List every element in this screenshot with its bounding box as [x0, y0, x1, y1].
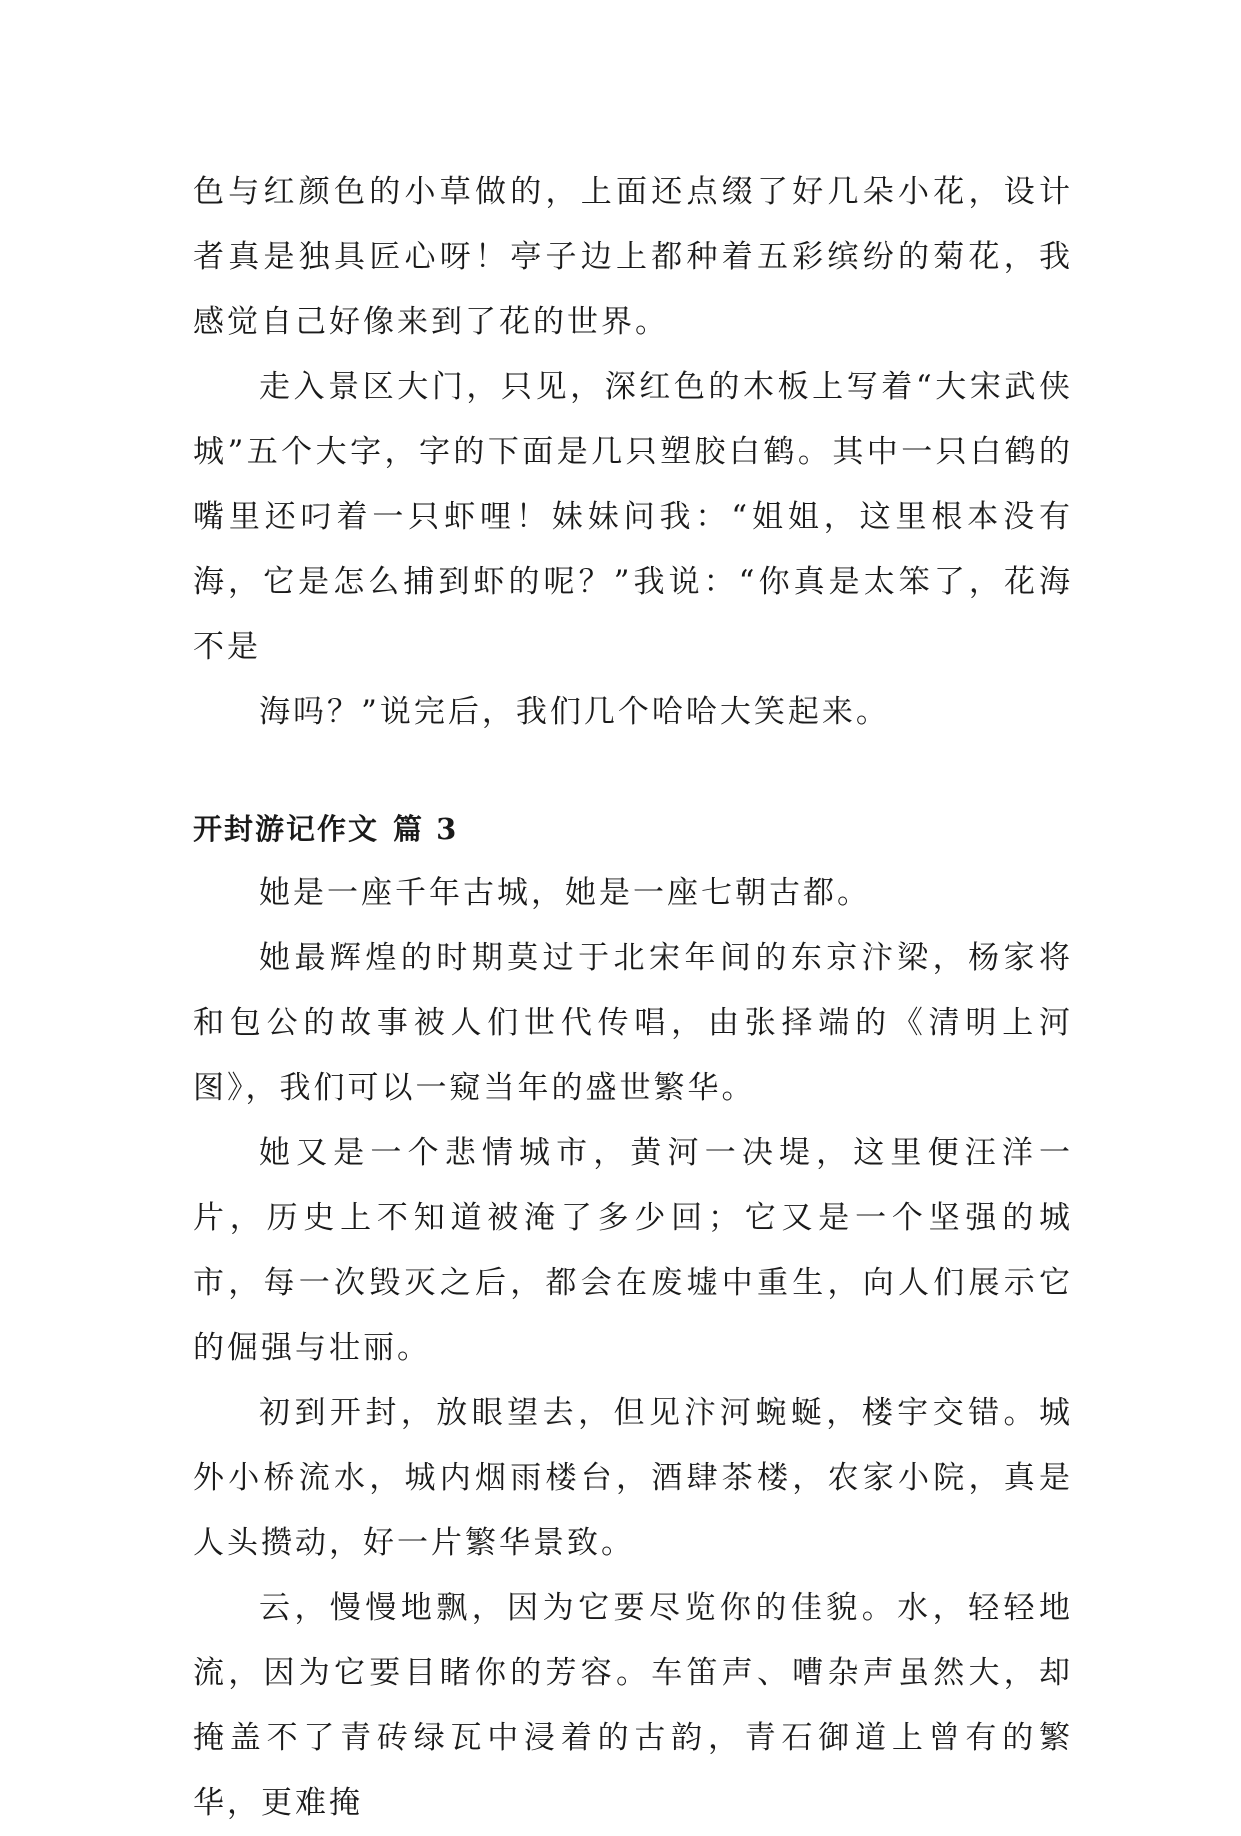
paragraph: 她又是一个悲情城市，黄河一决堤，这里便汪洋一片，历史上不知道被淹了多少回；它又是一个坚强的城市，每一次毁灭之后，都会在废墟中重生，向人们展示它的倔强与壮丽。 [193, 1135, 1073, 1366]
paragraph: 色与红颜色的小草做的，上面还点缀了好几朵小花，设计者真是独具匠心呀！亭子边上都种着五彩缤纷的菊花，我感觉自己好像来到了花的世界。 [193, 174, 1073, 340]
essay-title: 开封游记作文 [193, 812, 380, 846]
paragraph: 云，慢慢地飘，因为它要尽览你的佳貌。水，轻轻地流，因为它要目睹你的芳容。车笛声、嘈杂声虽然大，却掩盖不了青砖绿瓦中浸着的古韵，青石御道上曾有的繁华，更难掩 [193, 1590, 1073, 1821]
paragraph: 走入景区大门，只见，深红色的木板上写着“大宋武侠城”五个大字，字的下面是几只塑胶白鹤。其中一只白鹤的嘴里还叼着一只虾哩！妹妹问我：“姐姐，这里根本没有海，它是怎么捕到虾的呢？”我说：“你真是太笨了，花海不是 [193, 369, 1073, 665]
paragraph: 海吗？”说完后，我们几个哈哈大笑起来。 [259, 694, 890, 730]
paragraph: 她最辉煌的时期莫过于北宋年间的东京汴梁，杨家将和包公的故事被人们世代传唱，由张择端的《清明上河图》，我们可以一窥当年的盛世繁华。 [193, 940, 1073, 1106]
document-page [193, 160, 1073, 1836]
continued-essay [193, 160, 1073, 745]
paragraph: 她是一座千年古城，她是一座七朝古都。 [259, 875, 871, 911]
essay-heading [193, 797, 1073, 861]
essay-3 [193, 797, 1073, 1836]
paragraph: 初到开封，放眼望去，但见汴河蜿蜒，楼宇交错。城外小桥流水，城内烟雨楼台，酒肆茶楼，农家小院，真是人头攒动，好一片繁华景致。 [193, 1395, 1073, 1561]
essay-number: 篇 3 [393, 812, 459, 846]
section-gap [193, 745, 1073, 797]
